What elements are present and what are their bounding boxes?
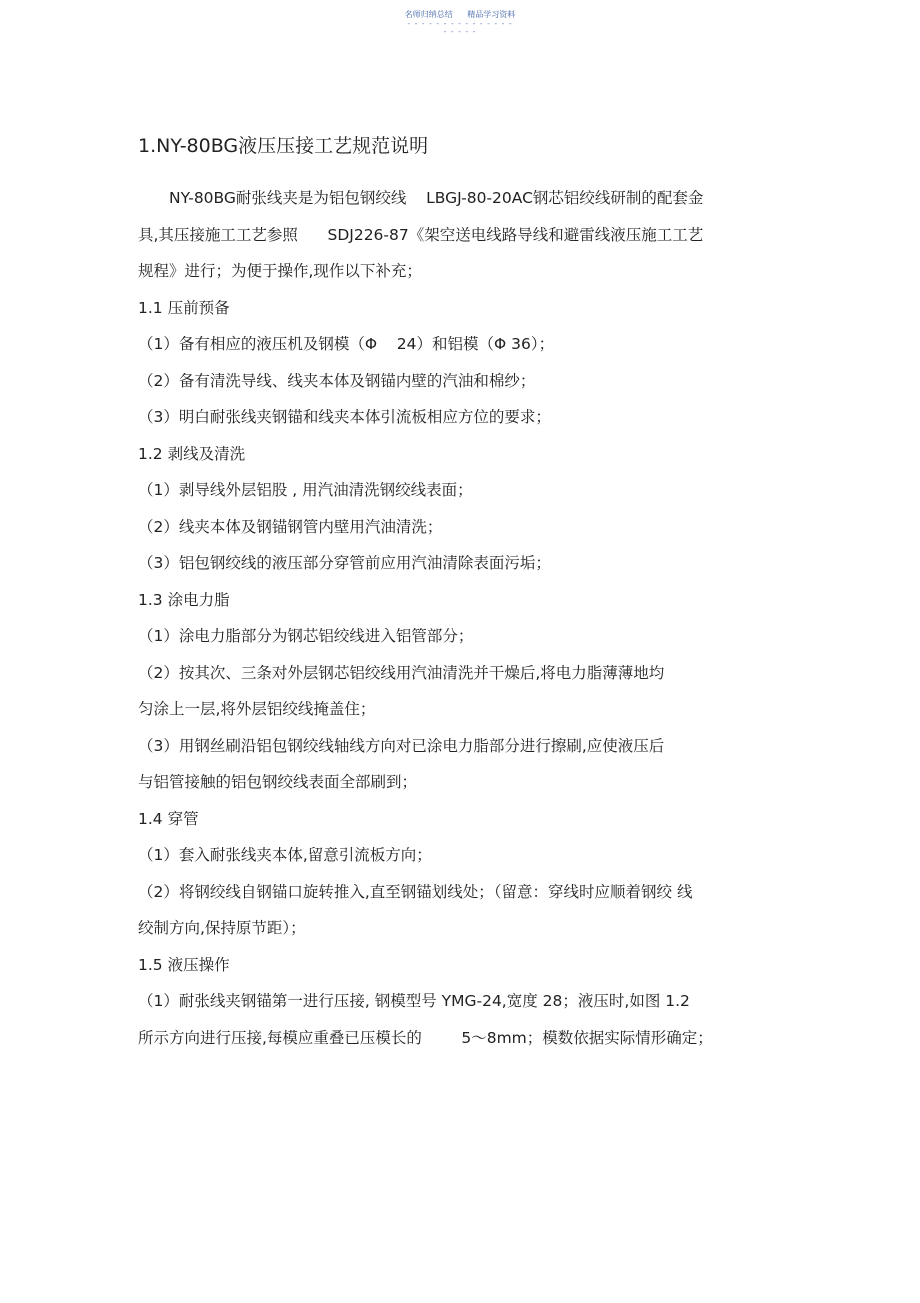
- section-heading: 1.5 液压操作: [138, 955, 230, 974]
- document-body: [138, 133, 778, 1056]
- section-heading: 1.1 压前预备: [138, 298, 230, 317]
- section-1-3: [138, 582, 778, 801]
- document-title: 1.NY-80BG液压压接工艺规范说明: [138, 135, 429, 157]
- section-line: （1）涂电力脂部分为钢芯铝绞线进入铝管部分；: [138, 627, 474, 645]
- section-line: （3）用钢丝刷沿铝包钢绞线轴线方向对已涂电力脂部分进行擦刷,应使液压后: [138, 736, 665, 755]
- section-line: （2）按其次、三条对外层钢芯铝绞线用汽油清洗并干燥后,将电力脂薄薄地均: [138, 663, 665, 682]
- section-1-4: [138, 801, 778, 947]
- section-heading: 1.3 涂电力脂: [138, 590, 230, 609]
- intro-line: 规程》进行；为便于操作,现作以下补充；: [138, 262, 422, 280]
- intro-paragraph: [138, 180, 778, 290]
- section-line: 与铝管接触的铝包钢绞线表面全部刷到；: [138, 773, 418, 791]
- header-dash-line-2: - - - - -: [443, 27, 477, 36]
- section-heading: 1.2 剥线及清洗: [138, 444, 246, 463]
- section-line: （1）套入耐张线夹本体,留意引流板方向；: [138, 846, 432, 864]
- section-line: 匀涂上一层,将外层铝绞线掩盖住；: [138, 700, 376, 718]
- section-line: （3）铝包钢绞线的液压部分穿管前应用汽油清除表面污垢；: [138, 554, 551, 572]
- section-line: 绞制方向,保持原节距）；: [138, 919, 306, 937]
- section-line: （1）备有相应的液压机及钢模（Φ 24）和铝模（Φ 36）；: [138, 335, 555, 353]
- header-right-text: 精品学习资料: [467, 10, 516, 19]
- page-header: [0, 9, 920, 36]
- header-left-text: 名师归纳总结: [404, 10, 453, 19]
- intro-line: NY-80BG耐张线夹是为铝包钢绞线 LBGJ-80-20AC钢芯铝绞线研制的配套金: [169, 189, 704, 207]
- section-line: （2）备有清洗导线、线夹本体及钢锚内壁的汽油和棉纱；: [138, 371, 536, 390]
- section-line: （2）将钢绞线自钢锚口旋转推入,直至钢锚划线处；（留意：穿线时应顺着钢绞 线: [138, 882, 693, 901]
- section-line: （3）明白耐张线夹钢锚和线夹本体引流板相应方位的要求；: [138, 408, 551, 426]
- section-line: （2）线夹本体及钢锚钢管内壁用汽油清洗；: [138, 517, 443, 536]
- section-line: 所示方向进行压接,每模应重叠已压模长的 5～8mm；模数依据实际情形确定；: [138, 1028, 713, 1047]
- section-1-1: [138, 290, 778, 436]
- intro-line: 具,其压接施工工艺参照 SDJ226-87《架空送电线路导线和避雷线液压施工工艺: [138, 225, 704, 244]
- section-1-2: [138, 436, 778, 582]
- section-heading: 1.4 穿管: [138, 809, 199, 828]
- header-dash-line-1: - - - - - - - - - - - - - - -: [407, 19, 513, 28]
- section-line: （1）剥导线外层铝股 , 用汽油清洗钢绞线表面；: [138, 481, 473, 499]
- section-1-5: [138, 947, 778, 1057]
- section-line: （1）耐张线夹钢锚第一进行压接, 钢模型号 YMG-24,宽度 28；液压时,如图 1.2: [138, 992, 690, 1010]
